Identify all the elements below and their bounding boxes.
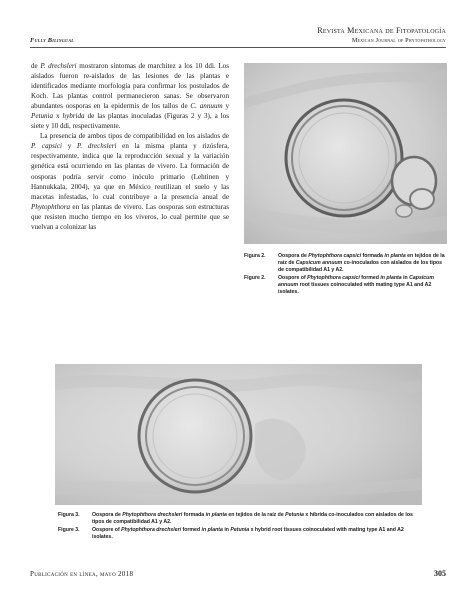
figure-2-micrograph <box>244 63 447 244</box>
figure-3-caption <box>58 512 422 541</box>
header-rule <box>30 47 446 48</box>
figure-2-caption-es <box>244 253 447 274</box>
figure-3-label-es: Figura 3. <box>58 512 80 518</box>
journal-header <box>317 26 446 44</box>
figure-3-caption-es <box>58 512 422 526</box>
figure-3-caption-en-text: Oospore of Phytophthora drechsleri formed in planta in Petunia x hybrid root tissues coinoculated with mating type A1 and A2 isolates. <box>92 526 404 540</box>
running-head-left: Fully Bilingual <box>30 37 75 44</box>
body-paragraph-2: La presencia de ambos tipos de compatibilidad en los aislados de P. capsici y P. drechsleri en la misma planta y rizósfera, respectivamente, indica que la reproducción sexual y la variación genética está ocurriendo en las plantas de vivero. La formación de oosporas podría servir como inóculo primario (Lehtinen y Hannukkala, 2004), ya que en México reutilizan el suelo y las macetas infestadas, lo cual contribuye a la presencia anual de Phytophthora en las plantas de vivero. Las oosporas son estructuras que resisten mucho tiempo en los viveros, lo cual permite que se vuelvan a colonizar las <box>31 132 229 231</box>
figure-2-caption-en <box>244 275 447 296</box>
figure-2-label-en: Figure 2. <box>244 274 266 281</box>
figure-2-caption <box>244 253 447 296</box>
figure-2-label-es: Figura 2. <box>244 253 266 259</box>
page-number: 305 <box>434 569 446 578</box>
body-text-column <box>31 61 229 232</box>
figure-2-caption-en-text: Oospore of Phytophthora capsici formed in planta in Capsicum annuum root tissues coinoculated with mating type A1 and A2 isolates. <box>278 274 434 295</box>
figure-3-micrograph <box>55 364 422 505</box>
oospore-image-drechsleri <box>55 364 422 505</box>
figure-3-label-en: Figure 3. <box>58 526 80 533</box>
figure-2-caption-es-text: Oospora de Phytophthora capsici formada in planta en tejidos de la raíz de Capsicum annuum co-inoculados con aislados de los tipos de compatibilidad A1 y A2. <box>278 253 445 273</box>
figure-3-caption-en <box>58 527 422 541</box>
journal-title-es: Revista Mexicana de Fitopatología <box>317 26 446 35</box>
publication-date: Publicación en línea, mayo 2018 <box>30 570 134 578</box>
oospore-image-capsici <box>244 63 447 244</box>
figure-3-caption-es-text: Oospora de Phytophthora drechsleri formada in planta en tejidos de la raíz de Petunia x híbrida co-inoculados con aislados de los tipos de compatibilidad A1 y A2. <box>92 512 413 525</box>
journal-title-en: Mexican Journal of Phytopathology <box>351 37 446 44</box>
body-paragraph-1: de P. drechsleri mostraron síntomas de marchitez a los 10 ddi. Los aislados fueron re-aislados de las lesiones de las plantas e identificados mediante morfología para confirmar los postulados de Koch. Las plantas control permanecieron sanas. Se observaron abundantes oosporas en la epidermis de los tallos de C. annuum y Petunia x hybrida de las plantas inoculadas (Figuras 2 y 3), a los siete y 10 ddi, respectivamente. <box>31 62 230 131</box>
